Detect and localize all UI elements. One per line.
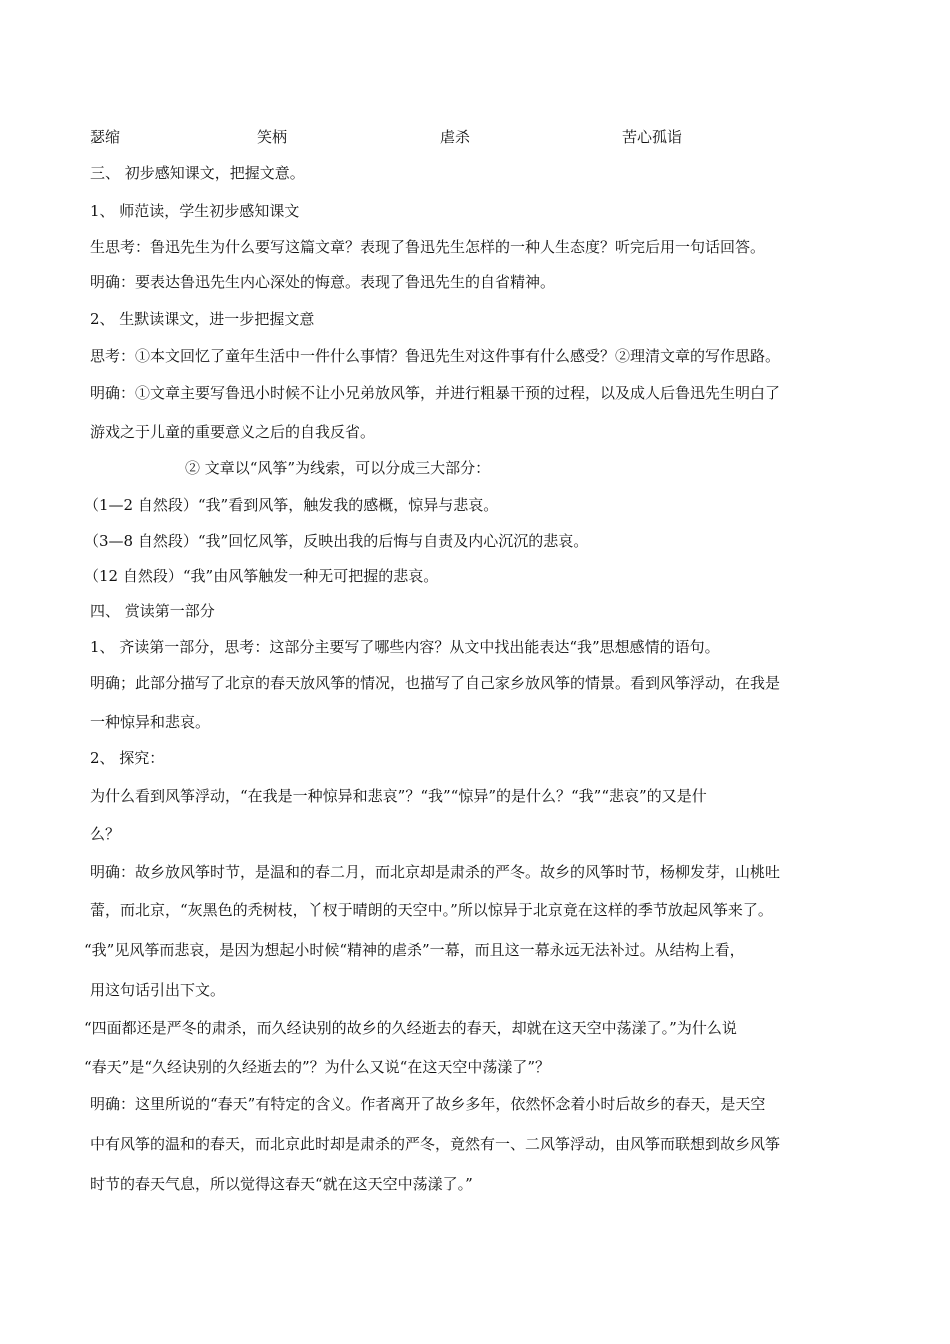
paragraph-line: 用这句话引出下文。: [90, 981, 226, 999]
paragraph-line: “四面都还是严冬的肃杀，而久经诀别的故乡的久经逝去的春天，却就在这天空中荡漾了。”为什么说: [84, 1019, 737, 1037]
paragraph-line: 么？: [90, 825, 121, 843]
paragraph-line: 生思考：鲁迅先生为什么要写这篇文章？表现了鲁迅先生怎样的一种人生态度？听完后用一句话回答。: [90, 238, 766, 256]
vocab-word-3: 虐杀: [440, 128, 471, 146]
paragraph-line: 明确：要表达鲁迅先生内心深处的悔意。表现了鲁迅先生的自省精神。: [90, 273, 556, 291]
list-item: （12 自然段）“我”由风筝触发一种无可把握的悲哀。: [84, 567, 439, 585]
paragraph-line: ② 文章以“风筝”为线索，可以分成三大部分：: [185, 459, 491, 477]
paragraph-line: 明确：①文章主要写鲁迅小时候不让小兄弟放风筝，并进行粗暴干预的过程，以及成人后鲁迅先生明白了: [90, 384, 781, 402]
section-heading-3: 三、 初步感知课文，把握文意。: [90, 164, 305, 182]
paragraph-line: 明确：故乡放风筝时节，是温和的春二月，而北京却是肃杀的严冬。故乡的风筝时节，杨柳发芽，山桃吐: [90, 863, 781, 881]
step-heading: 1、 齐读第一部分，思考：这部分主要写了哪些内容？从文中找出能表达“我”思想感情的语句。: [90, 638, 720, 656]
paragraph-line: 游戏之于儿童的重要意义之后的自我反省。: [90, 423, 376, 441]
paragraph-line: 蕾，而北京，“灰黑色的秃树枝，丫杈于晴朗的天空中。”所以惊异于北京竟在这样的季节放起风筝来了。: [90, 901, 773, 919]
step-heading: 2、 生默读课文，进一步把握文意: [90, 310, 315, 328]
paragraph-line: 思考：①本文回忆了童年生活中一件什么事情？鲁迅先生对这件事有什么感受？②理清文章的写作思路。: [90, 347, 781, 365]
section-heading-4: 四、 赏读第一部分: [90, 602, 215, 620]
paragraph-line: 一种惊异和悲哀。: [90, 713, 211, 731]
paragraph-line: “春天”是“久经诀别的久经逝去的”？为什么又说“在这天空中荡漾了”？: [84, 1058, 551, 1076]
list-item: （3—8 自然段）“我”回忆风筝，反映出我的后悔与自责及内心沉沉的悲哀。: [84, 532, 589, 550]
paragraph-line: 明确；此部分描写了北京的春天放风筝的情况，也描写了自己家乡放风筝的情景。看到风筝浮动，在我是: [90, 674, 781, 692]
paragraph-line: “我”见风筝而悲哀，是因为想起小时候“精神的虐杀”一幕，而且这一幕永远无法补过。从结构上看，: [84, 941, 745, 959]
step-heading: 1、 师范读，学生初步感知课文: [90, 202, 300, 220]
paragraph-line: 时节的春天气息，所以觉得这春天“就在这天空中荡漾了。”: [90, 1175, 473, 1193]
vocab-word-2: 笑柄: [257, 128, 288, 146]
step-heading: 2、 探究：: [90, 749, 165, 767]
vocab-word-4: 苦心孤诣: [622, 128, 683, 146]
paragraph-line: 中有风筝的温和的春天，而北京此时却是肃杀的严冬，竟然有一、二风筝浮动，由风筝而联想到故乡风筝: [90, 1135, 781, 1153]
vocab-word-1: 瑟缩: [90, 128, 121, 146]
paragraph-line: 为什么看到风筝浮动，“在我是一种惊异和悲哀”？“我”“惊异”的是什么？“我”“悲哀”的又是什: [90, 787, 707, 805]
list-item: （1—2 自然段）“我”看到风筝，触发我的感概，惊异与悲哀。: [84, 496, 499, 514]
paragraph-line: 明确：这里所说的“春天”有特定的含义。作者离开了故乡多年，依然怀念着小时后故乡的春天，是天空: [90, 1095, 766, 1113]
